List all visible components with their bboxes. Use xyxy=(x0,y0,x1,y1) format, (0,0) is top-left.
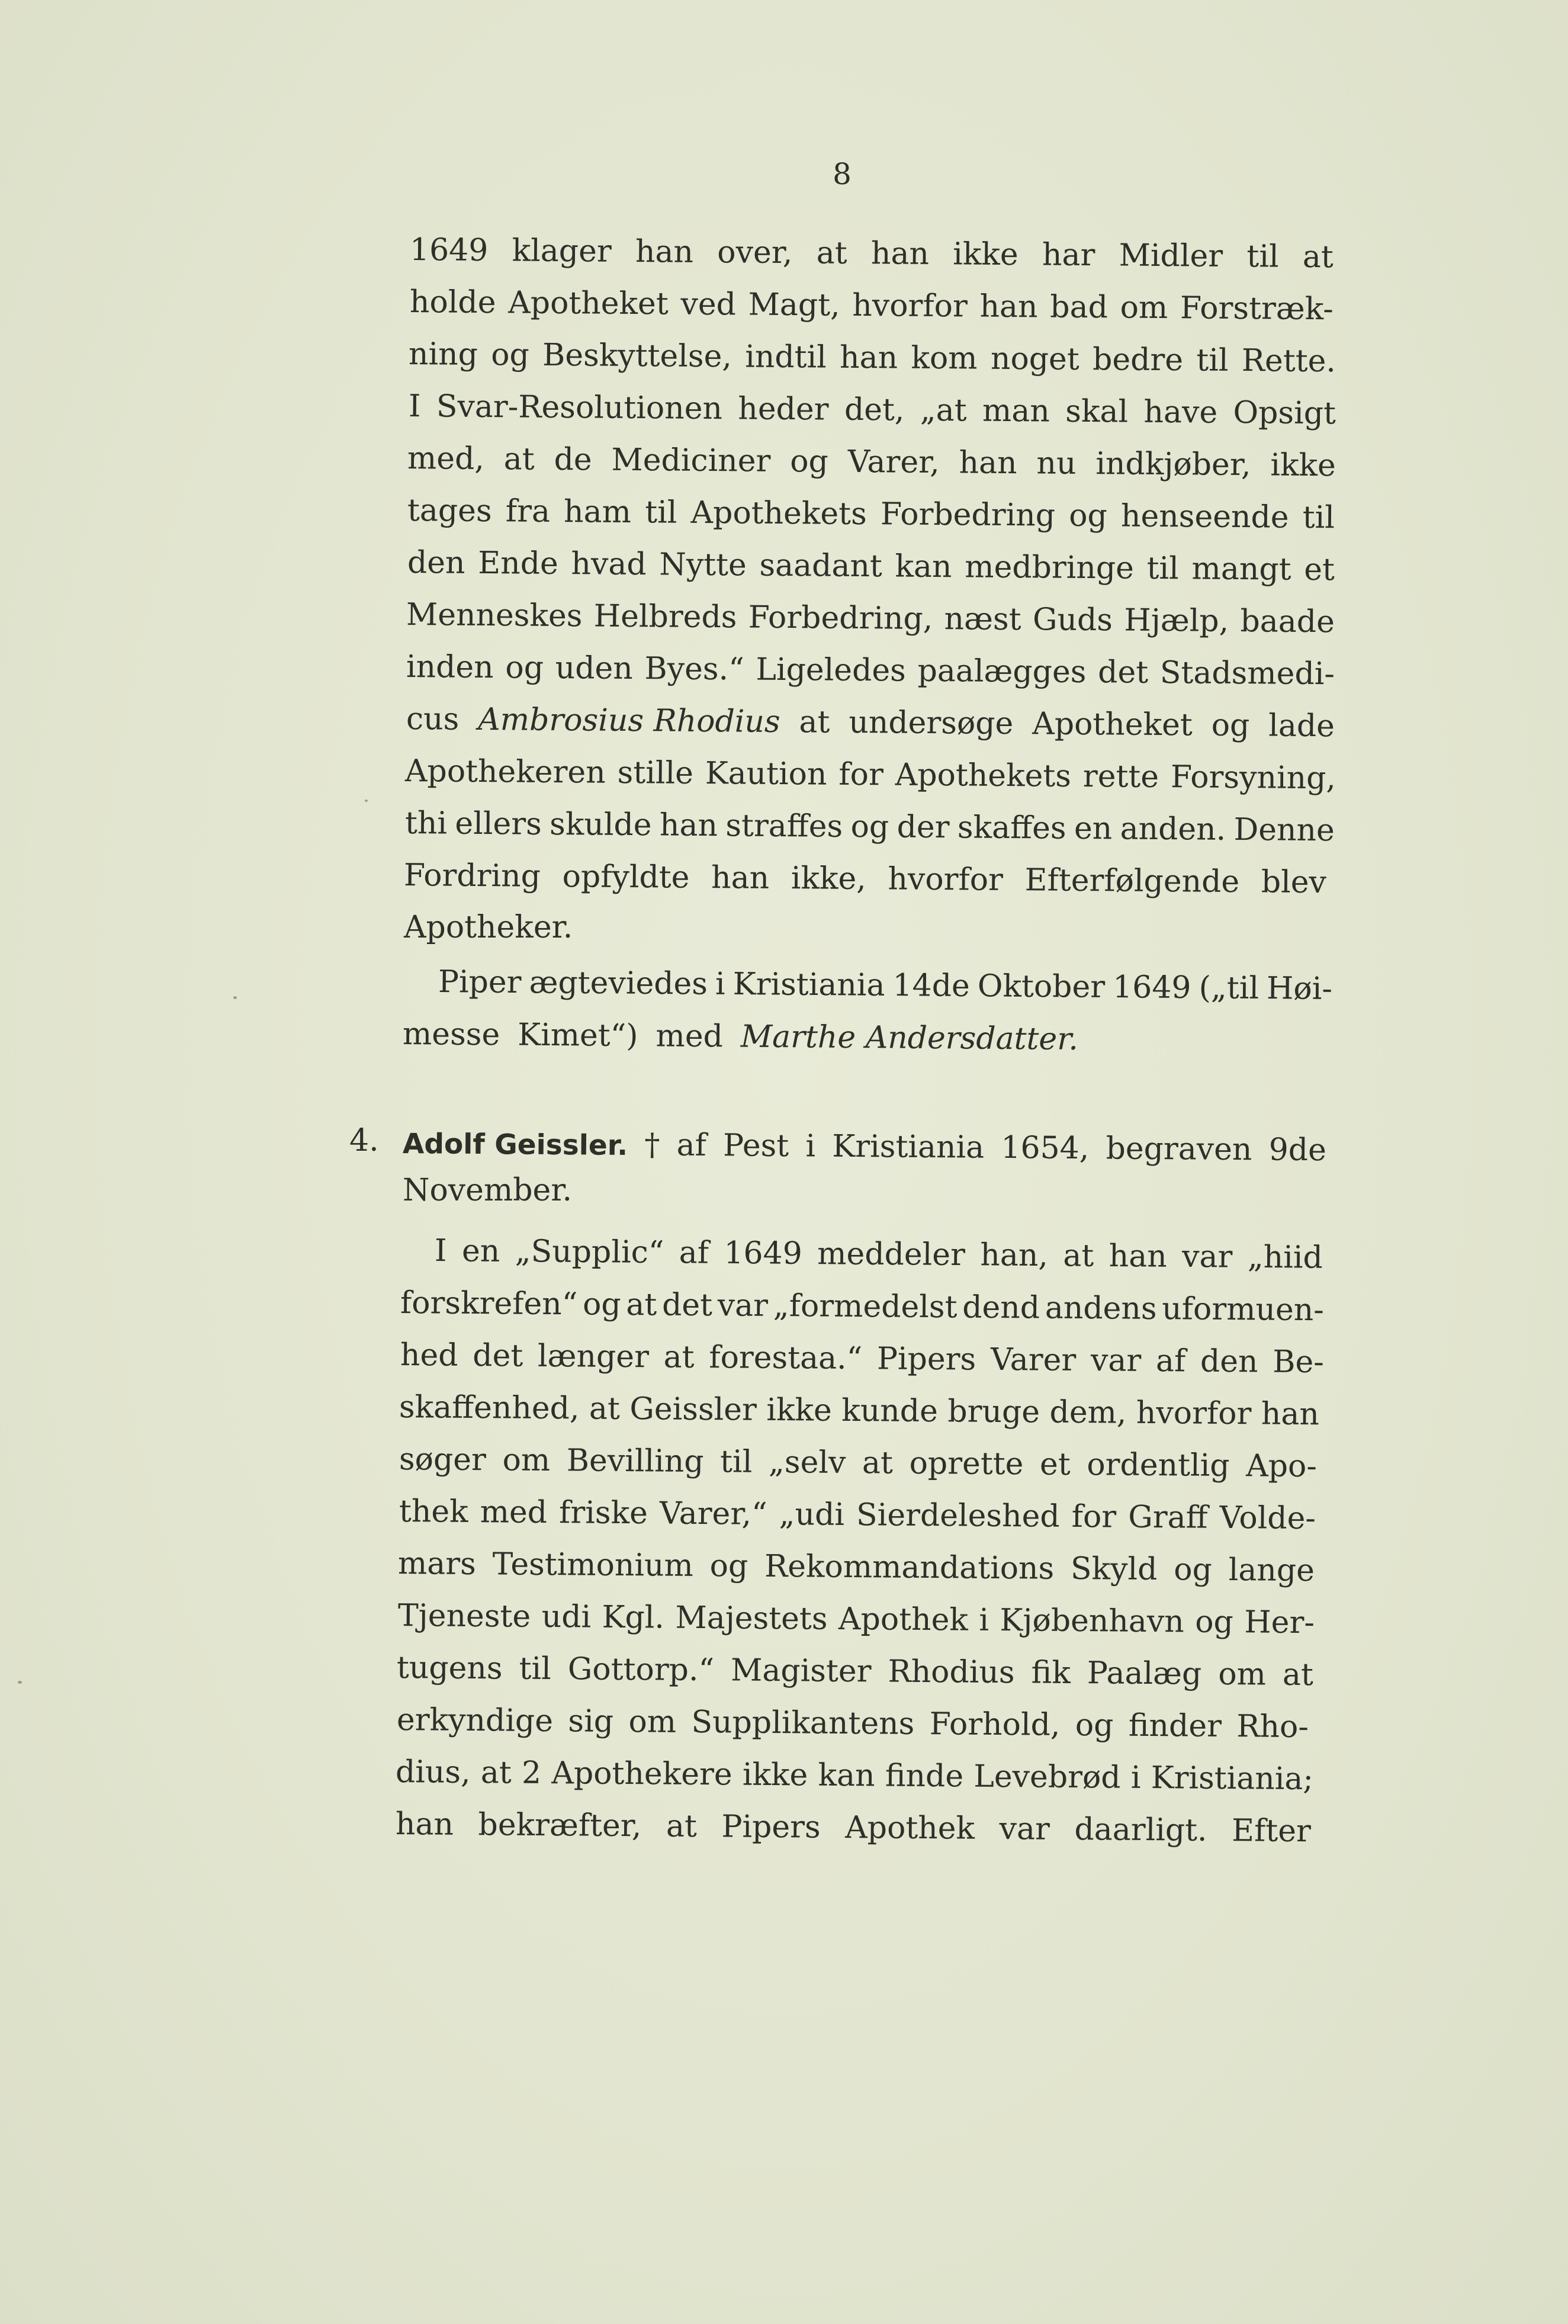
word: hvad xyxy=(571,546,647,583)
word: fra xyxy=(505,493,551,529)
word: Supplikantens xyxy=(691,1704,915,1742)
word: at xyxy=(862,1445,894,1481)
word: Apothekets xyxy=(690,495,867,532)
word: skulde xyxy=(549,806,652,843)
word: i xyxy=(715,966,725,1002)
paragraph3-line xyxy=(435,1227,1323,1282)
word: tugens xyxy=(396,1650,503,1687)
paragraph3-line xyxy=(399,1488,1316,1542)
word: han xyxy=(395,1806,454,1842)
word: indkjøber, xyxy=(1095,446,1251,483)
word: Pipers xyxy=(721,1809,821,1845)
word: Tjeneste xyxy=(397,1598,531,1635)
word: inden xyxy=(406,649,494,686)
word: „Supplic“ xyxy=(515,1234,664,1271)
word: med, xyxy=(407,441,485,477)
word: finder xyxy=(1128,1707,1222,1744)
word: et xyxy=(1303,551,1335,588)
word: han xyxy=(959,445,1017,482)
word: han xyxy=(635,233,694,270)
word: Rhodius xyxy=(888,1654,1015,1691)
word: 1654, xyxy=(1001,1129,1090,1167)
word: med xyxy=(480,1494,548,1530)
word: Forhold, xyxy=(929,1706,1061,1743)
word: Rette. xyxy=(1241,343,1336,380)
word: bedre xyxy=(1092,342,1184,378)
word: til xyxy=(1146,550,1180,587)
word: daarligt. xyxy=(1074,1812,1207,1848)
word: der xyxy=(897,809,950,846)
word: stille xyxy=(617,755,694,791)
word: en xyxy=(1074,810,1113,847)
word: Midler xyxy=(1119,237,1223,274)
word: indtil xyxy=(745,339,827,375)
word: blev xyxy=(1261,864,1327,901)
word: de xyxy=(554,441,592,478)
word: baade xyxy=(1240,604,1335,640)
word: Testimonium xyxy=(492,1546,694,1584)
word: til xyxy=(644,495,677,531)
word: friske xyxy=(558,1495,648,1532)
word: klager xyxy=(512,233,612,269)
word: Sierdeleshed xyxy=(856,1497,1060,1535)
word: Kristiania; xyxy=(1151,1760,1314,1797)
word: henseende xyxy=(1120,498,1289,535)
word: man xyxy=(982,393,1050,429)
paragraph1-line xyxy=(406,695,1335,750)
word: noget xyxy=(990,341,1079,377)
word: skal xyxy=(1065,393,1129,430)
word: at xyxy=(480,1755,512,1791)
word: længer xyxy=(537,1338,650,1375)
word: lade xyxy=(1268,708,1335,744)
word: mangt xyxy=(1191,551,1291,588)
word: den xyxy=(407,545,465,581)
word: i xyxy=(979,1602,989,1638)
word: en xyxy=(461,1233,500,1269)
word: at xyxy=(1282,1657,1314,1693)
word: af xyxy=(1155,1343,1186,1379)
word: begraven xyxy=(1106,1131,1252,1168)
word: Skyld xyxy=(1070,1551,1158,1588)
page-number: 8 xyxy=(833,157,852,191)
word: Fordring xyxy=(403,858,541,894)
word: Kristiania xyxy=(732,966,885,1003)
word: ordentlig xyxy=(1087,1447,1230,1484)
word: opfyldte xyxy=(562,859,690,895)
word: det xyxy=(1097,654,1149,691)
word: og xyxy=(709,1548,748,1584)
word: at xyxy=(589,1391,621,1427)
paragraph1-line xyxy=(409,330,1336,385)
word: til xyxy=(1302,499,1335,536)
word: Gottorp.“ xyxy=(567,1651,715,1689)
word: og xyxy=(582,1286,621,1323)
word: 1649 xyxy=(409,232,489,269)
word: har xyxy=(1042,237,1095,274)
word: Varer,“ xyxy=(659,1495,767,1532)
word: han xyxy=(979,288,1038,325)
paragraph3-line xyxy=(397,1644,1314,1699)
word: Guds xyxy=(1032,602,1113,638)
word: undersøge xyxy=(849,704,1014,742)
word: Forbedring, xyxy=(748,599,933,637)
word: Apothek xyxy=(838,1601,969,1638)
word: I xyxy=(408,389,421,425)
word: at xyxy=(663,1339,695,1375)
word: bad xyxy=(1050,289,1108,326)
word: hvorfor xyxy=(1136,1395,1252,1432)
word: var xyxy=(1090,1343,1142,1379)
word: ægteviedes xyxy=(529,965,708,1002)
italic-name: Marthe Andersdatter. xyxy=(740,1019,1079,1057)
word: søger xyxy=(399,1442,487,1478)
word: Oktober xyxy=(977,968,1106,1005)
paragraph2-line xyxy=(438,958,1333,1013)
word: Svar-Resolutionen xyxy=(436,389,723,427)
word: bruge xyxy=(947,1394,1040,1430)
word: til xyxy=(1196,342,1229,378)
word: det, xyxy=(844,391,905,428)
heading-line xyxy=(403,1119,1327,1174)
word: og xyxy=(1195,1604,1234,1641)
word: 9de xyxy=(1268,1132,1327,1169)
word: for xyxy=(1071,1498,1117,1535)
word: i xyxy=(805,1128,816,1164)
word: ikke xyxy=(742,1757,808,1793)
word: Forbedring xyxy=(880,496,1056,534)
entry-name: Adolf Geissler. xyxy=(402,1128,628,1162)
word: Apotheker. xyxy=(404,910,573,945)
word: forskrefen“ xyxy=(400,1285,578,1323)
word: Ende xyxy=(478,545,559,582)
word: at xyxy=(626,1286,657,1323)
word: straffes xyxy=(725,808,843,845)
word: Beskyttelse, xyxy=(542,337,732,375)
word: Varer, xyxy=(847,444,940,481)
word: Geissler xyxy=(629,1391,757,1428)
word: Paalæg xyxy=(1087,1655,1202,1692)
word: Hjælp, xyxy=(1124,602,1229,639)
word: Levebrød xyxy=(973,1758,1121,1796)
word: at xyxy=(799,704,830,740)
paragraph1-line xyxy=(409,383,1336,437)
paper-speck xyxy=(18,1681,22,1684)
paragraph3-line xyxy=(398,1540,1315,1594)
word: dend xyxy=(962,1289,1040,1326)
word: udi xyxy=(541,1598,592,1635)
word: han xyxy=(839,339,898,376)
paragraph1-line xyxy=(404,904,700,951)
word: til xyxy=(719,1444,753,1480)
word: Menneskes xyxy=(406,597,583,634)
word: I xyxy=(434,1233,447,1269)
word: dem, xyxy=(1049,1394,1127,1431)
word: finde xyxy=(885,1758,964,1795)
heading-line xyxy=(403,1167,758,1214)
word: og xyxy=(789,444,829,480)
word: han, xyxy=(980,1237,1049,1274)
word: Efter xyxy=(1231,1813,1312,1850)
word: Apothekeren xyxy=(404,753,606,791)
word: Apothekere xyxy=(551,1755,732,1793)
paragraph1-line xyxy=(404,852,1327,906)
word: forestaa.“ xyxy=(709,1340,863,1377)
word: Piper xyxy=(438,964,522,1001)
word: hvorfor xyxy=(888,861,1004,898)
word: Forsyning, xyxy=(1170,759,1336,797)
word: Pipers xyxy=(876,1341,976,1378)
word: November. xyxy=(403,1173,572,1208)
word: Apothek xyxy=(845,1809,975,1847)
word: sig xyxy=(568,1703,614,1739)
word: Høi- xyxy=(1266,970,1333,1007)
word: 1649 xyxy=(724,1235,803,1272)
word: bekræfter, xyxy=(478,1807,642,1844)
paragraph3-line xyxy=(397,1696,1309,1751)
word: han xyxy=(659,807,718,844)
word: „udi xyxy=(779,1497,845,1533)
word: i xyxy=(1130,1760,1141,1796)
word: næst xyxy=(944,601,1021,638)
word: til xyxy=(519,1651,552,1687)
word: et xyxy=(1039,1446,1071,1482)
paragraph3-line xyxy=(396,1748,1314,1803)
word: og xyxy=(505,650,544,686)
word: Rho- xyxy=(1236,1709,1309,1745)
word: og xyxy=(491,337,530,373)
word: holde xyxy=(409,284,496,321)
paragraph1-line xyxy=(407,487,1335,541)
word: Mediciner xyxy=(611,442,771,479)
word: om xyxy=(1218,1656,1267,1693)
paragraph2-line xyxy=(402,1010,1079,1063)
word: at xyxy=(666,1808,698,1844)
word: Pest xyxy=(722,1128,789,1164)
word: andens xyxy=(1045,1290,1157,1327)
word: uformuen- xyxy=(1162,1291,1325,1328)
word: Graff xyxy=(1127,1499,1208,1536)
word: Stadsmedi- xyxy=(1159,654,1335,692)
word: ning xyxy=(408,336,478,373)
word: kunde xyxy=(841,1392,939,1430)
word: Kristiania xyxy=(832,1128,985,1166)
word: 14de xyxy=(892,968,971,1004)
paragraph3-line xyxy=(399,1436,1318,1490)
word: Ligeledes xyxy=(756,651,907,689)
word: nu xyxy=(1036,445,1077,482)
word xyxy=(478,696,780,746)
word: han xyxy=(1261,1396,1320,1433)
word: rette xyxy=(1082,758,1159,795)
paragraph1-line xyxy=(405,800,1335,854)
paragraph3-line xyxy=(400,1279,1325,1334)
word: og xyxy=(1068,497,1108,534)
word: Efterfølgende xyxy=(1024,862,1240,900)
word: Kgl. xyxy=(602,1599,665,1636)
word: det xyxy=(473,1337,523,1374)
word: („til xyxy=(1199,970,1259,1006)
word: var xyxy=(717,1288,769,1324)
word: Helbreds xyxy=(593,598,737,635)
word: det xyxy=(661,1287,713,1324)
paragraph1-line xyxy=(410,226,1334,281)
word: ikke xyxy=(766,1392,833,1429)
word: uden xyxy=(555,650,634,687)
word: anden. xyxy=(1120,811,1226,848)
word: Her- xyxy=(1244,1604,1315,1641)
paper-speck xyxy=(233,996,237,999)
word: dius, xyxy=(395,1754,471,1790)
word: om xyxy=(1120,290,1168,326)
paragraph3-line xyxy=(399,1384,1320,1438)
word: thek xyxy=(399,1494,468,1530)
word: lange xyxy=(1228,1552,1315,1589)
word: Nytte xyxy=(659,547,747,583)
word: og xyxy=(850,808,889,845)
word: 2 xyxy=(521,1755,542,1791)
paragraph1-line xyxy=(407,539,1335,593)
word: „at xyxy=(920,392,967,429)
word: Opsigt xyxy=(1233,394,1336,432)
word: han xyxy=(870,236,930,272)
paper-speck xyxy=(365,800,368,802)
word: mars xyxy=(397,1546,477,1582)
word: var xyxy=(999,1811,1050,1847)
entry-number: 4. xyxy=(349,1123,379,1158)
word: at xyxy=(1063,1238,1094,1274)
word: den xyxy=(1200,1343,1258,1380)
word: Bevilling xyxy=(566,1443,704,1480)
paragraph3-line xyxy=(398,1592,1315,1646)
word: af xyxy=(676,1127,707,1164)
word: Varer xyxy=(990,1341,1077,1378)
word: Forstræk- xyxy=(1180,290,1334,328)
paragraph1-line xyxy=(405,747,1336,802)
word: fik xyxy=(1031,1655,1071,1691)
word: til xyxy=(1246,239,1279,275)
word: Apothekets xyxy=(895,757,1072,794)
word: medbringe xyxy=(965,549,1135,586)
word: 1649 xyxy=(1112,969,1191,1006)
word: Rekommandations xyxy=(764,1548,1055,1587)
word: kan xyxy=(895,548,952,585)
word: Magt, xyxy=(748,287,840,323)
word: og xyxy=(1075,1707,1114,1744)
word: om xyxy=(502,1442,551,1479)
word: hed xyxy=(400,1337,458,1373)
word: Be- xyxy=(1273,1344,1325,1381)
word: om xyxy=(628,1704,677,1740)
word: Kaution xyxy=(705,755,827,792)
word: tages xyxy=(407,493,492,529)
word: oprette xyxy=(909,1445,1024,1482)
word: „formedelst xyxy=(773,1288,957,1325)
word: Apo- xyxy=(1245,1448,1318,1485)
word: ikke xyxy=(953,236,1018,273)
paragraph1-line xyxy=(406,591,1335,646)
word: Denne xyxy=(1233,811,1335,849)
word: og xyxy=(1211,707,1250,744)
word: over, xyxy=(717,235,793,271)
word: han xyxy=(711,860,770,896)
word: med xyxy=(656,1018,724,1055)
word: thi xyxy=(404,805,448,842)
word: cus xyxy=(406,701,460,737)
paragraph3-line xyxy=(400,1331,1325,1386)
word: ham xyxy=(563,494,632,530)
word: kom xyxy=(911,340,978,377)
word: saadant xyxy=(759,547,883,585)
paragraph1-line xyxy=(410,278,1334,333)
word: at xyxy=(816,235,847,271)
italic-name: Ambrosius Rhodius xyxy=(478,701,780,740)
word: skaffes xyxy=(957,810,1066,846)
word: af xyxy=(679,1235,709,1271)
word: paalægges xyxy=(917,653,1087,691)
word: skaffenhed, xyxy=(399,1389,580,1427)
word: ellers xyxy=(455,805,542,842)
word: Byes.“ xyxy=(644,651,744,688)
word: kan xyxy=(818,1757,875,1794)
word: † xyxy=(644,1127,660,1163)
word: Apotheket xyxy=(1032,706,1193,743)
word: Magister xyxy=(730,1652,872,1690)
word: at xyxy=(503,441,535,477)
word: „selv xyxy=(768,1444,846,1481)
word: han xyxy=(1108,1238,1167,1275)
word: meddeler xyxy=(817,1236,966,1273)
word: messe xyxy=(402,1016,500,1053)
paragraph1-line xyxy=(407,435,1336,489)
word: heder xyxy=(738,391,829,428)
word: ikke, xyxy=(791,861,867,897)
word: Apotheket xyxy=(508,285,669,322)
word: erkyndige xyxy=(396,1702,554,1739)
word: „hiid xyxy=(1247,1239,1323,1276)
word: og xyxy=(1174,1552,1213,1588)
word: Kimet“) xyxy=(517,1017,638,1054)
word: at xyxy=(1302,239,1334,275)
paragraph3-line xyxy=(396,1800,1312,1855)
word: have xyxy=(1143,394,1218,431)
word: ved xyxy=(680,286,737,323)
word: Kjøbenhavn xyxy=(1000,1602,1184,1640)
word: hvorfor xyxy=(852,287,968,325)
word: ikke xyxy=(1270,447,1336,484)
word: for xyxy=(838,756,884,793)
word xyxy=(741,1013,1079,1063)
word: var xyxy=(1181,1238,1233,1275)
word: Volde- xyxy=(1219,1500,1316,1537)
word: Majestets xyxy=(675,1600,828,1637)
paragraph1-line xyxy=(406,643,1335,698)
